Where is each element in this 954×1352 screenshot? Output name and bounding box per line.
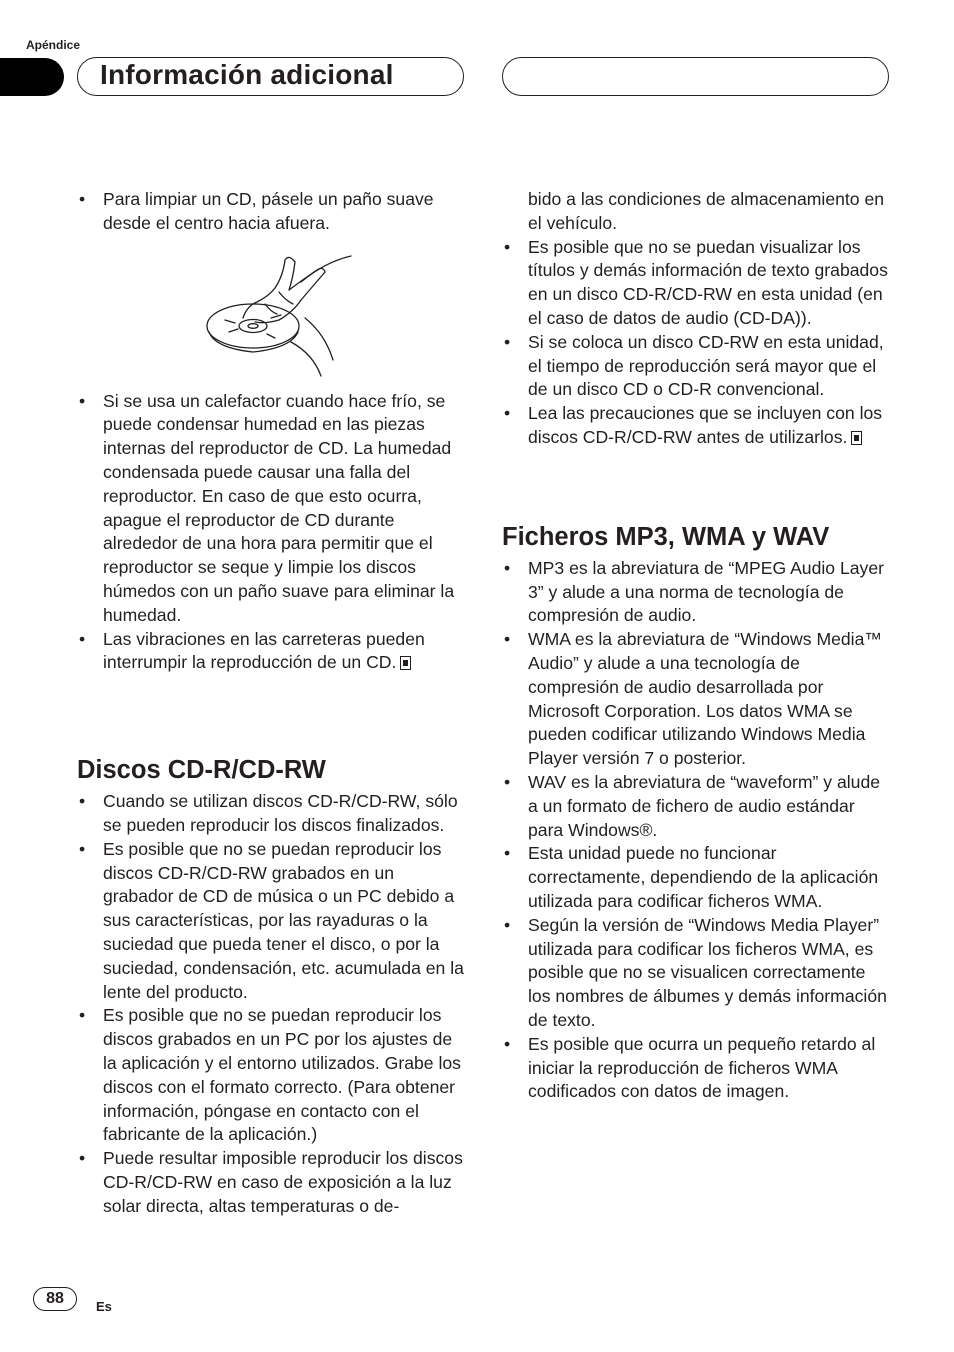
end-of-section-icon (851, 431, 862, 445)
bullet-icon: • (504, 771, 511, 792)
list-item (502, 236, 892, 331)
list-item (502, 842, 892, 913)
list-item-text: Las vibraciones en las carreteras pueden interrumpir la reproducción de un CD. (103, 628, 425, 673)
list-item (502, 914, 892, 1033)
list-item-text: Si se coloca un disco CD-RW en esta unidad, el tiempo de reproducción será mayor que el de un disco CD o CD-R convencional. (528, 331, 884, 400)
wipe-direction-marks (225, 315, 281, 338)
bullet-icon: • (79, 838, 86, 859)
list-item-text: WMA es la abreviatura de “Windows Media™ Audio” y alude a una tecnología de compresión de audio desarrollada por Microsoft Corporation. Los datos WMA se pueden codificar utilizando Windows Media Player versión 7 o posterior. (528, 629, 882, 769)
list-item-text: Esta unidad puede no funcionar correctamente, dependiendo de la aplicación utilizada para codificar ficheros WMA. (528, 843, 879, 911)
mp3-section-heading: Ficheros MP3, WMA y WAV (502, 522, 830, 551)
list-item (77, 1004, 467, 1147)
bullet-icon: • (79, 390, 86, 411)
bullet-icon: • (504, 1033, 511, 1054)
list-item (502, 557, 892, 628)
list-item-text: Es posible que no se puedan reproducir los discos grabados en un PC por los ajustes de la aplicación y el entorno utilizados. Grabe los discos con el formato correcto. (Para obtener información, póngase en contacto con el fabricante de la aplicación.) (103, 1005, 461, 1145)
list-item-text: Lea las precauciones que se incluyen con los discos CD-R/CD-RW antes de utilizarlos. (528, 403, 883, 447)
bullet-icon: • (504, 843, 511, 864)
language-code: Es (96, 1299, 112, 1314)
bullet-icon: • (504, 236, 511, 257)
left-column (77, 188, 467, 1219)
disc-hole (248, 323, 258, 328)
list-item-text: Es posible que no se puedan visualizar los títulos y demás información de texto grabados en un disco CD-R/CD-RW en esta unidad (en el caso de datos de audio (CD-DA)). (528, 236, 888, 328)
cdr-list (77, 790, 467, 1218)
bullet-icon: • (79, 628, 86, 649)
bullet-icon: • (79, 1148, 86, 1169)
continued-text: bido a las condiciones de almacenamiento en el vehículo. (528, 189, 885, 233)
list-item-text: Cuando se utilizan discos CD-R/CD-RW, sólo se pueden reproducir los discos finalizados. (103, 791, 458, 835)
disc-hub (239, 319, 267, 332)
hand-outline (243, 257, 325, 322)
list-item (502, 331, 892, 402)
bullet-icon: • (504, 331, 511, 352)
list-item-text: Es posible que ocurra un pequeño retardo al iniciar la reproducción de ficheros WMA codificados con datos de imagen. (528, 1033, 876, 1102)
cd-cleaning-intro-list (77, 188, 467, 236)
disc-outline (207, 304, 299, 348)
list-item-text: Según la versión de “Windows Media Player” utilizada para codificar los ficheros WMA, es posible que no se visualicen correctamente los nombres de álbumes y demás información de texto. (528, 914, 887, 1030)
header-blank-frame (502, 57, 889, 96)
bullet-icon: • (504, 629, 511, 650)
section-label: Apéndice (26, 38, 81, 52)
list-item (77, 628, 467, 676)
list-item (77, 1147, 467, 1218)
bullet-icon: • (504, 403, 511, 424)
cloth-folds (265, 292, 293, 314)
section-tab (0, 58, 64, 96)
bullet-icon: • (504, 557, 511, 578)
page-title: Información adicional (100, 59, 394, 90)
list-item-text: MP3 es la abreviatura de “MPEG Audio Layer 3” y alude a una norma de tecnología de compresión de audio. (528, 557, 884, 626)
list-item-text: Es posible que no se puedan reproducir los discos CD-R/CD-RW grabados en un grabador de CD de música o un PC debido a sus características, por las rayaduras o la suciedad que pueda tener el disco, o por la suciedad, condensación, etc. acumulada en la lente del producto. (103, 838, 464, 1002)
list-item (502, 1033, 892, 1104)
bullet-icon: • (504, 914, 511, 935)
list-item-text: Si se usa un calefactor cuando hace frío, se puede condensar humedad en las piezas internas del reproductor de CD. La humedad condensada puede causar una falla del reproductor. En caso de que esto ocurra, apague el reproductor de CD durante alrededor de una hora para permitir que el reproductor se seque y limpie los discos húmedos con un paño suave para eliminar la humedad. (103, 390, 455, 625)
bullet-icon: • (79, 1005, 86, 1026)
end-of-section-icon (400, 656, 411, 670)
supporting-hand (291, 318, 333, 376)
list-item-text: Para limpiar un CD, pásele un paño suave desde el centro hacia afuera. (103, 189, 434, 233)
list-item (502, 628, 892, 771)
page-number: 88 (33, 1287, 77, 1311)
list-item (502, 402, 892, 450)
list-item (77, 838, 467, 1005)
right-column (502, 188, 892, 1104)
header-title-frame (77, 57, 464, 96)
cd-cleaning-illustration (205, 248, 355, 378)
list-item (77, 390, 467, 628)
list-item-text: Puede resultar imposible reproducir los discos CD-R/CD-RW en caso de exposición a la luz solar directa, altas temperaturas o de- (103, 1148, 463, 1216)
cdr-list-continued (502, 236, 892, 450)
list-item (77, 188, 467, 236)
cdr-section-heading: Discos CD-R/CD-RW (77, 756, 326, 785)
mp3-list (502, 557, 892, 1104)
list-item (77, 790, 467, 838)
cd-care-list (77, 390, 467, 676)
list-item-text: WAV es la abreviatura de “waveform” y alude a un formato de fichero de audio estándar para Windows®. (528, 771, 881, 840)
list-item (502, 771, 892, 842)
bullet-icon: • (79, 189, 86, 209)
bullet-icon: • (79, 791, 86, 812)
arm-line (301, 256, 351, 282)
